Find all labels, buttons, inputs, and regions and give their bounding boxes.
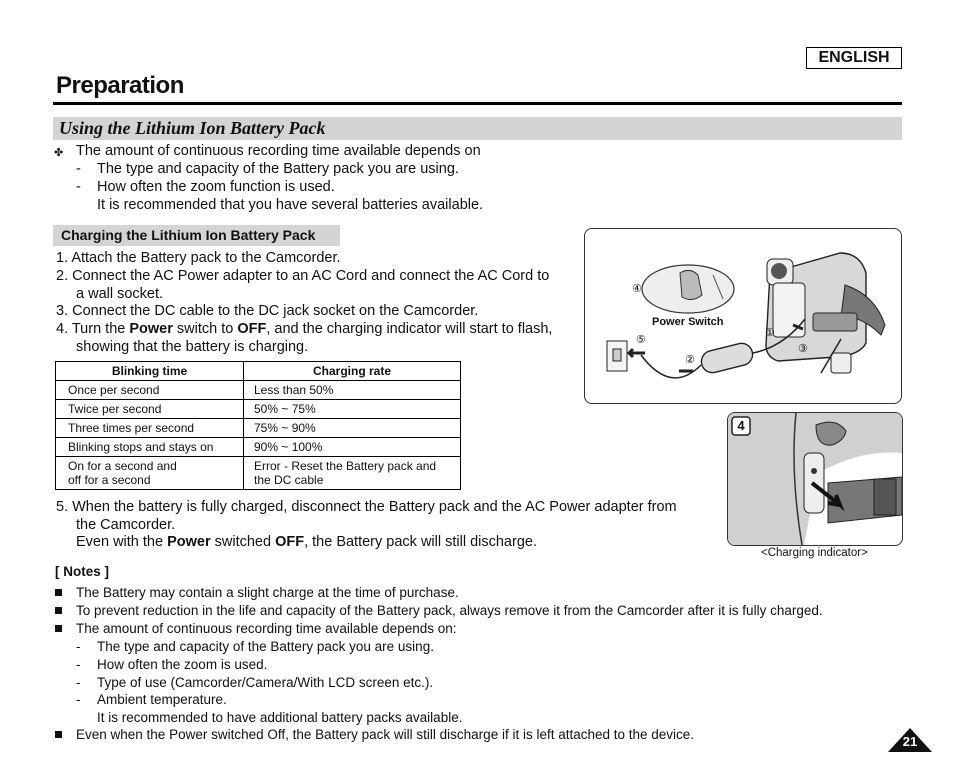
square-bullet-icon: [55, 731, 62, 738]
title-rule: [53, 102, 902, 105]
note-sub-item: The type and capacity of the Battery pack you are using.: [97, 639, 434, 654]
notes-title: [ Notes ]: [55, 564, 109, 579]
table-cell: 90% ~ 100%: [244, 438, 461, 457]
intro-recommend: It is recommended that you have several batteries available.: [97, 197, 484, 213]
step-2-cont: a wall socket.: [76, 286, 164, 302]
intro-item: How often the zoom function is used.: [97, 179, 335, 195]
marker-5: ⑤: [636, 334, 646, 346]
table-cell-line: Error - Reset the Battery pack and: [254, 459, 437, 473]
square-bullet-icon: [55, 607, 62, 614]
charging-title: Charging the Lithium Ion Battery Pack: [61, 227, 316, 243]
step-5-note: [76, 533, 537, 551]
step-5-mid: switched: [210, 534, 276, 550]
charging-setup-figure: [584, 228, 902, 404]
step-5-power: Power: [167, 534, 211, 550]
charging-indicator-illustration: [728, 413, 902, 545]
step-4-mid: switch to: [172, 321, 238, 337]
note-sub-item: How often the zoom is used.: [97, 657, 268, 672]
table-row: [56, 419, 461, 438]
table-cell: Twice per second: [56, 400, 244, 419]
step-5-cont: the Camcorder.: [76, 517, 176, 533]
table-row: [56, 457, 461, 490]
note-2: To prevent reduction in the life and capacity of the Battery pack, always remove it from the Camcorder after it is fully charged.: [76, 603, 823, 618]
step-4-pre: 4. Turn the: [56, 321, 130, 337]
table-cell: 75% ~ 90%: [244, 419, 461, 438]
square-bullet-icon: [55, 589, 62, 596]
step-4-cont: showing that the battery is charging.: [76, 339, 309, 355]
table-cell: 50% ~ 75%: [244, 400, 461, 419]
table-cell: Less than 50%: [244, 381, 461, 400]
step-5-pre: Even with the: [76, 534, 168, 550]
note-dash: -: [76, 657, 81, 672]
charging-indicator-figure: [727, 412, 903, 546]
intro-dash: -: [76, 179, 81, 195]
marker-1: ①: [765, 327, 775, 339]
power-switch-label: Power Switch: [652, 316, 724, 328]
charging-setup-illustration: [585, 229, 901, 403]
page-title: Preparation: [56, 72, 184, 99]
step-5-post: , the Battery pack will still discharge.: [304, 534, 537, 550]
language-label: ENGLISH: [806, 47, 902, 69]
section-title: Using the Lithium Ion Battery Pack: [59, 118, 326, 138]
charging-header: [53, 225, 340, 246]
note-sub-recommend: It is recommended to have additional battery packs available.: [97, 710, 463, 725]
section-header: [53, 117, 902, 140]
intro-text: The amount of continuous recording time available depends on: [76, 143, 481, 159]
note-4: Even when the Power switched Off, the Battery pack will still discharge if it is left attached to the device.: [76, 727, 695, 742]
table-cell-line: off for a second: [68, 473, 151, 487]
note-dash: -: [76, 675, 81, 690]
step-2: 2. Connect the AC Power adapter to an AC Cord and connect the AC Cord to: [56, 268, 550, 284]
note-3: The amount of continuous recording time available depends on:: [76, 621, 457, 636]
note-dash: -: [76, 692, 81, 707]
step-4-off: OFF: [237, 321, 267, 337]
note-dash: -: [76, 639, 81, 654]
table-cell-line: the DC cable: [254, 473, 324, 487]
table-cell: Three times per second: [56, 419, 244, 438]
step-4-power: Power: [129, 321, 173, 337]
marker-3: ③: [798, 343, 808, 355]
figure-caption: <Charging indicator>: [761, 547, 868, 559]
table-row: [56, 438, 461, 457]
table-cell: [56, 457, 244, 490]
table-cell: Blinking stops and stays on: [56, 438, 244, 457]
table-header: Charging rate: [244, 362, 461, 381]
marker-2: ②: [685, 354, 695, 366]
table-cell: Once per second: [56, 381, 244, 400]
page-number: 21: [902, 734, 918, 749]
note-1: The Battery may contain a slight charge at the time of purchase.: [76, 585, 459, 600]
step-5: 5. When the battery is fully charged, disconnect the Battery pack and the AC Power adapter from: [56, 499, 677, 515]
figure-step-number: 4: [737, 418, 745, 433]
note-sub-item: Type of use (Camcorder/Camera/With LCD screen etc.).: [97, 675, 434, 690]
step-4: [56, 320, 552, 338]
table-cell: [244, 457, 461, 490]
step-4-post: , and the charging indicator will start to flash,: [266, 321, 553, 337]
charging-rate-table: [55, 361, 461, 490]
table-cell-line: On for a second and: [68, 459, 177, 473]
intro-bullet: ✤: [54, 147, 64, 159]
note-sub-item: Ambient temperature.: [97, 692, 227, 707]
square-bullet-icon: [55, 625, 62, 632]
table-row: [56, 381, 461, 400]
step-3: 3. Connect the DC cable to the DC jack socket on the Camcorder.: [56, 303, 479, 319]
table-header: Blinking time: [56, 362, 244, 381]
marker-4: ④: [632, 283, 642, 295]
intro-item: The type and capacity of the Battery pack you are using.: [97, 161, 459, 177]
table-row: [56, 400, 461, 419]
step-5-off: OFF: [275, 534, 305, 550]
intro-dash: -: [76, 161, 81, 177]
step-1: 1. Attach the Battery pack to the Camcorder.: [56, 250, 341, 266]
